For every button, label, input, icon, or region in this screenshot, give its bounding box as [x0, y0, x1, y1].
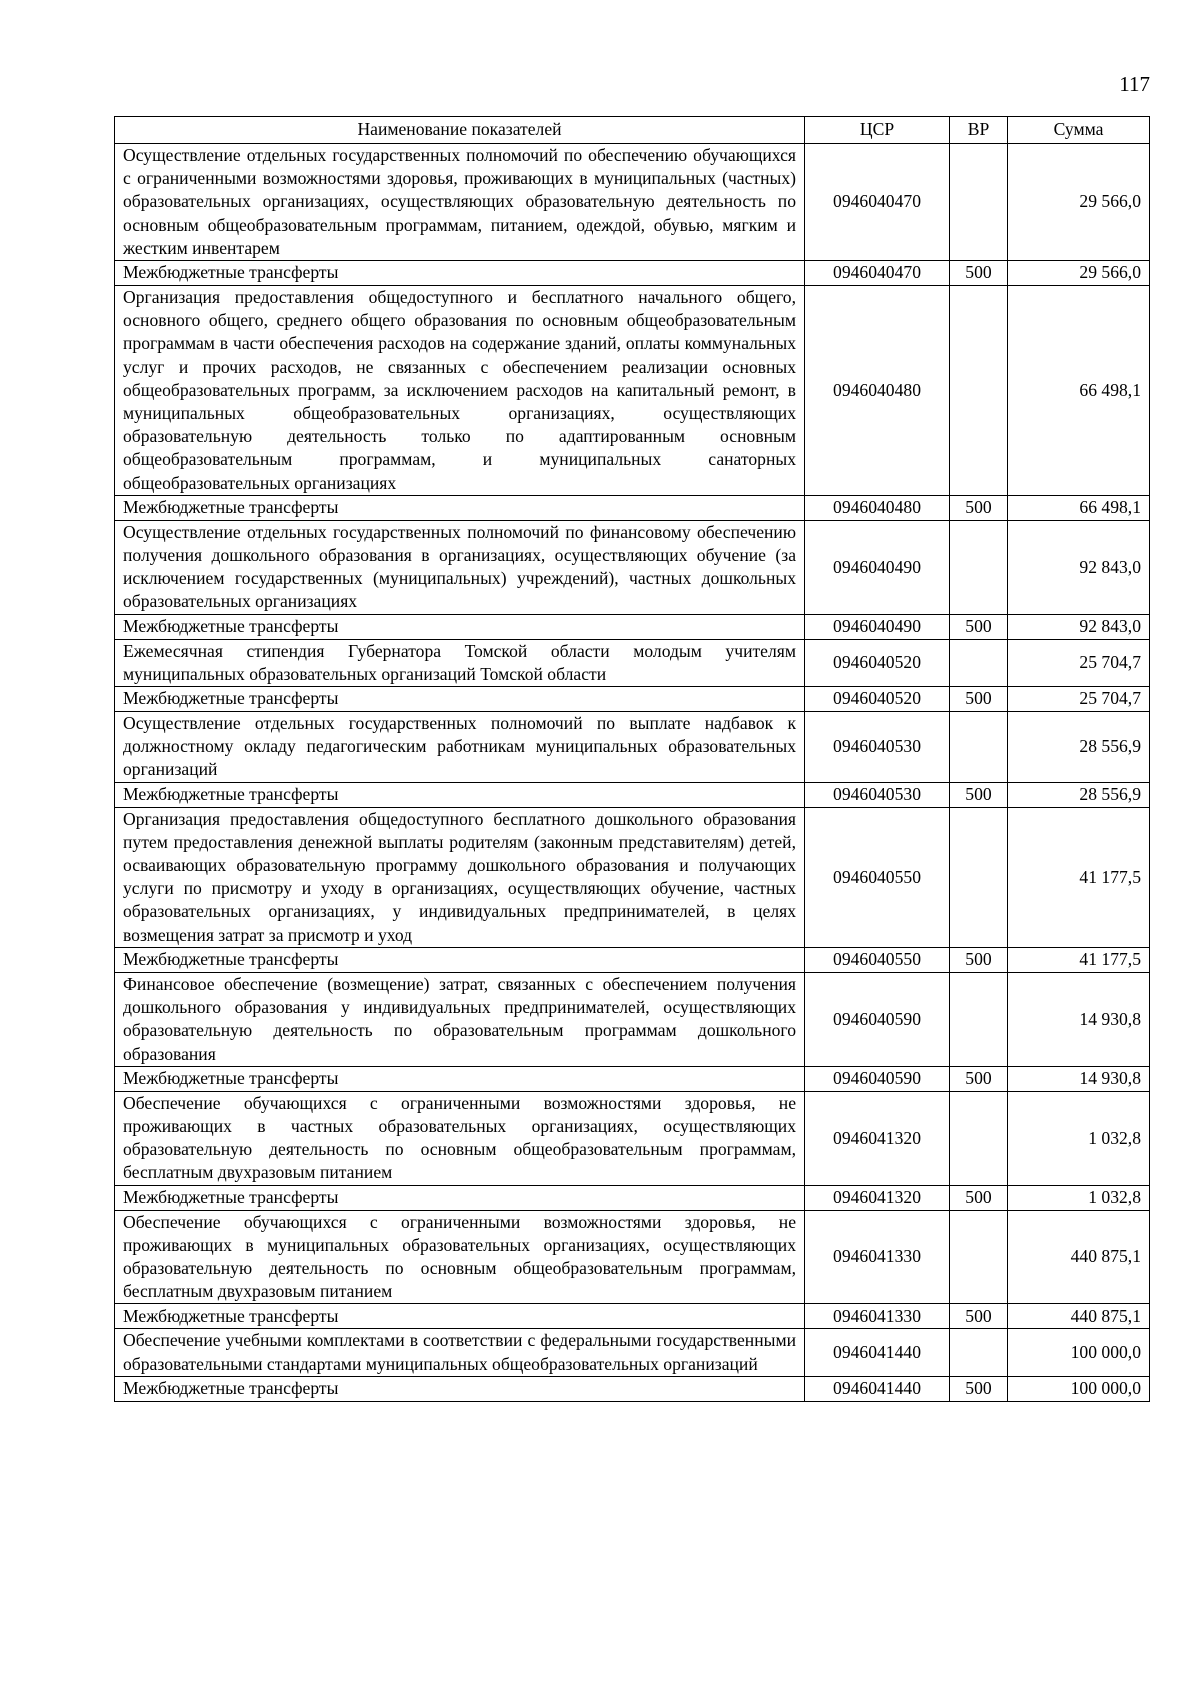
- row-vr: 500: [950, 614, 1008, 639]
- row-csr: 0946040480: [805, 286, 950, 496]
- row-csr: 0946040590: [805, 972, 950, 1066]
- row-csr: 0946041320: [805, 1091, 950, 1185]
- row-csr: 0946040520: [805, 687, 950, 712]
- row-csr: 0946040590: [805, 1066, 950, 1091]
- row-name: Обеспечение обучающихся с ограниченными возможностями здоровья, не проживающих в муниципальных образовательных организациях, осуществляющих образовательную деятельность по основным общеобразовательным программам, бесплатным двухразовым питанием: [115, 1210, 805, 1304]
- row-csr: 0946040550: [805, 807, 950, 947]
- row-sum: 440 875,1: [1008, 1210, 1150, 1304]
- row-name: Межбюджетные трансферты: [115, 782, 805, 807]
- header-csr: ЦСР: [805, 117, 950, 144]
- row-name: Осуществление отдельных государственных полномочий по финансовому обеспечению получения дошкольного образования в организациях, осуществляющих обучение (за исключением государственных (муниципальных) учреждений), частных дошкольных образовательных организациях: [115, 520, 805, 614]
- row-sum: 29 566,0: [1008, 261, 1150, 286]
- row-name: Осуществление отдельных государственных полномочий по выплате надбавок к должностному окладу педагогическим работникам муниципальных образовательных организаций: [115, 712, 805, 783]
- row-csr: 0946040490: [805, 614, 950, 639]
- row-name: Организация предоставления общедоступного бесплатного дошкольного образования путем предоставления денежной выплаты родителям (законным представителям) детей, осваивающих образовательную программу дошкольного образования и получающих услуги по присмотру и уходу в организациях, осуществляющих обучение, частных образовательных организациях, у индивидуальных предпринимателей, в целях возмещения затрат за присмотр и уход: [115, 807, 805, 947]
- row-csr: 0946040530: [805, 782, 950, 807]
- header-sum: Сумма: [1008, 117, 1150, 144]
- row-vr: [950, 1210, 1008, 1304]
- row-csr: 0946040520: [805, 639, 950, 686]
- row-csr: 0946040470: [805, 261, 950, 286]
- row-name: Межбюджетные трансферты: [115, 1066, 805, 1091]
- table-row: [115, 1091, 1150, 1185]
- table-row: [115, 261, 1150, 286]
- row-sum: 92 843,0: [1008, 614, 1150, 639]
- table-row: [115, 1304, 1150, 1329]
- table-row: [115, 1329, 1150, 1376]
- row-vr: [950, 639, 1008, 686]
- row-vr: 500: [950, 1304, 1008, 1329]
- row-sum: 66 498,1: [1008, 495, 1150, 520]
- table-row: [115, 807, 1150, 947]
- row-csr: 0946040470: [805, 144, 950, 261]
- row-vr: 500: [950, 1185, 1008, 1210]
- table-row: [115, 639, 1150, 686]
- row-vr: [950, 1091, 1008, 1185]
- row-vr: 500: [950, 261, 1008, 286]
- row-vr: 500: [950, 782, 1008, 807]
- table-row: [115, 144, 1150, 261]
- row-vr: [950, 972, 1008, 1066]
- row-csr: 0946041330: [805, 1304, 950, 1329]
- table-body: [115, 144, 1150, 1402]
- row-vr: [950, 712, 1008, 783]
- row-vr: 500: [950, 1376, 1008, 1401]
- row-sum: 25 704,7: [1008, 639, 1150, 686]
- budget-table: [114, 116, 1150, 1402]
- row-vr: 500: [950, 687, 1008, 712]
- row-sum: 28 556,9: [1008, 782, 1150, 807]
- row-name: Ежемесячная стипендия Губернатора Томской области молодым учителям муниципальных образовательных организаций Томской области: [115, 639, 805, 686]
- row-sum: 41 177,5: [1008, 807, 1150, 947]
- row-sum: 66 498,1: [1008, 286, 1150, 496]
- row-name: Осуществление отдельных государственных полномочий по обеспечению обучающихся с ограниченными возможностями здоровья, проживающих в муниципальных (частных) образовательных организациях, осуществляющих образовательную деятельность по основным общеобразовательным программам, питанием, одеждой, обувью, мягким и жестким инвентарем: [115, 144, 805, 261]
- row-vr: [950, 807, 1008, 947]
- row-name: Межбюджетные трансферты: [115, 614, 805, 639]
- row-name: Межбюджетные трансферты: [115, 495, 805, 520]
- row-name: Межбюджетные трансферты: [115, 1376, 805, 1401]
- row-name: Межбюджетные трансферты: [115, 1304, 805, 1329]
- row-vr: [950, 144, 1008, 261]
- table-row: [115, 947, 1150, 972]
- header-vr: ВР: [950, 117, 1008, 144]
- table-row: [115, 614, 1150, 639]
- row-name: Межбюджетные трансферты: [115, 1185, 805, 1210]
- row-name: Обеспечение обучающихся с ограниченными возможностями здоровья, не проживающих в частных образовательных организациях, осуществляющих образовательную деятельность по основным общеобразовательным программам, бесплатным двухразовым питанием: [115, 1091, 805, 1185]
- row-csr: 0946041440: [805, 1376, 950, 1401]
- row-sum: 41 177,5: [1008, 947, 1150, 972]
- row-vr: 500: [950, 495, 1008, 520]
- row-csr: 0946041330: [805, 1210, 950, 1304]
- table-row: [115, 1376, 1150, 1401]
- table-row: [115, 520, 1150, 614]
- row-vr: 500: [950, 947, 1008, 972]
- header-name: Наименование показателей: [115, 117, 805, 144]
- table-row: [115, 1066, 1150, 1091]
- table-header-row: [115, 117, 1150, 144]
- row-csr: 0946041440: [805, 1329, 950, 1376]
- table-row: [115, 687, 1150, 712]
- row-sum: 14 930,8: [1008, 1066, 1150, 1091]
- table-row: [115, 495, 1150, 520]
- row-sum: 14 930,8: [1008, 972, 1150, 1066]
- row-name: Межбюджетные трансферты: [115, 687, 805, 712]
- row-vr: [950, 286, 1008, 496]
- row-sum: 28 556,9: [1008, 712, 1150, 783]
- table-row: [115, 782, 1150, 807]
- row-name: Финансовое обеспечение (возмещение) затрат, связанных с обеспечением получения дошкольного образования у индивидуальных предпринимателей, осуществляющих образовательную деятельность по образовательным программам дошкольного образования: [115, 972, 805, 1066]
- row-csr: 0946041320: [805, 1185, 950, 1210]
- row-sum: 1 032,8: [1008, 1091, 1150, 1185]
- row-csr: 0946040530: [805, 712, 950, 783]
- row-name: Межбюджетные трансферты: [115, 261, 805, 286]
- row-vr: 500: [950, 1066, 1008, 1091]
- row-vr: [950, 1329, 1008, 1376]
- row-name: Организация предоставления общедоступного и бесплатного начального общего, основного общего, среднего общего образования по основным общеобразовательным программам в части обеспечения расходов на содержание зданий, оплаты коммунальных услуг и прочих расходов, не связанных с обеспечением реализации основных общеобразовательных программ, за исключением расходов на капитальный ремонт, в муниципальных общеобразовательных организациях, осуществляющих образовательную деятельность только по адаптированным основным общеобразовательным программам, и муниципальных санаторных общеобразовательных организациях: [115, 286, 805, 496]
- row-sum: 25 704,7: [1008, 687, 1150, 712]
- row-vr: [950, 520, 1008, 614]
- table-row: [115, 1185, 1150, 1210]
- table-row: [115, 1210, 1150, 1304]
- table-row: [115, 972, 1150, 1066]
- row-sum: 100 000,0: [1008, 1376, 1150, 1401]
- table-row: [115, 712, 1150, 783]
- row-sum: 440 875,1: [1008, 1304, 1150, 1329]
- row-csr: 0946040550: [805, 947, 950, 972]
- row-sum: 92 843,0: [1008, 520, 1150, 614]
- row-sum: 29 566,0: [1008, 144, 1150, 261]
- table-row: [115, 286, 1150, 496]
- row-csr: 0946040480: [805, 495, 950, 520]
- row-sum: 100 000,0: [1008, 1329, 1150, 1376]
- row-sum: 1 032,8: [1008, 1185, 1150, 1210]
- row-name: Межбюджетные трансферты: [115, 947, 805, 972]
- row-name: Обеспечение учебными комплектами в соответствии с федеральными государственными образовательными стандартами муниципальных общеобразовательных организаций: [115, 1329, 805, 1376]
- page-number: 117: [1119, 72, 1150, 96]
- row-csr: 0946040490: [805, 520, 950, 614]
